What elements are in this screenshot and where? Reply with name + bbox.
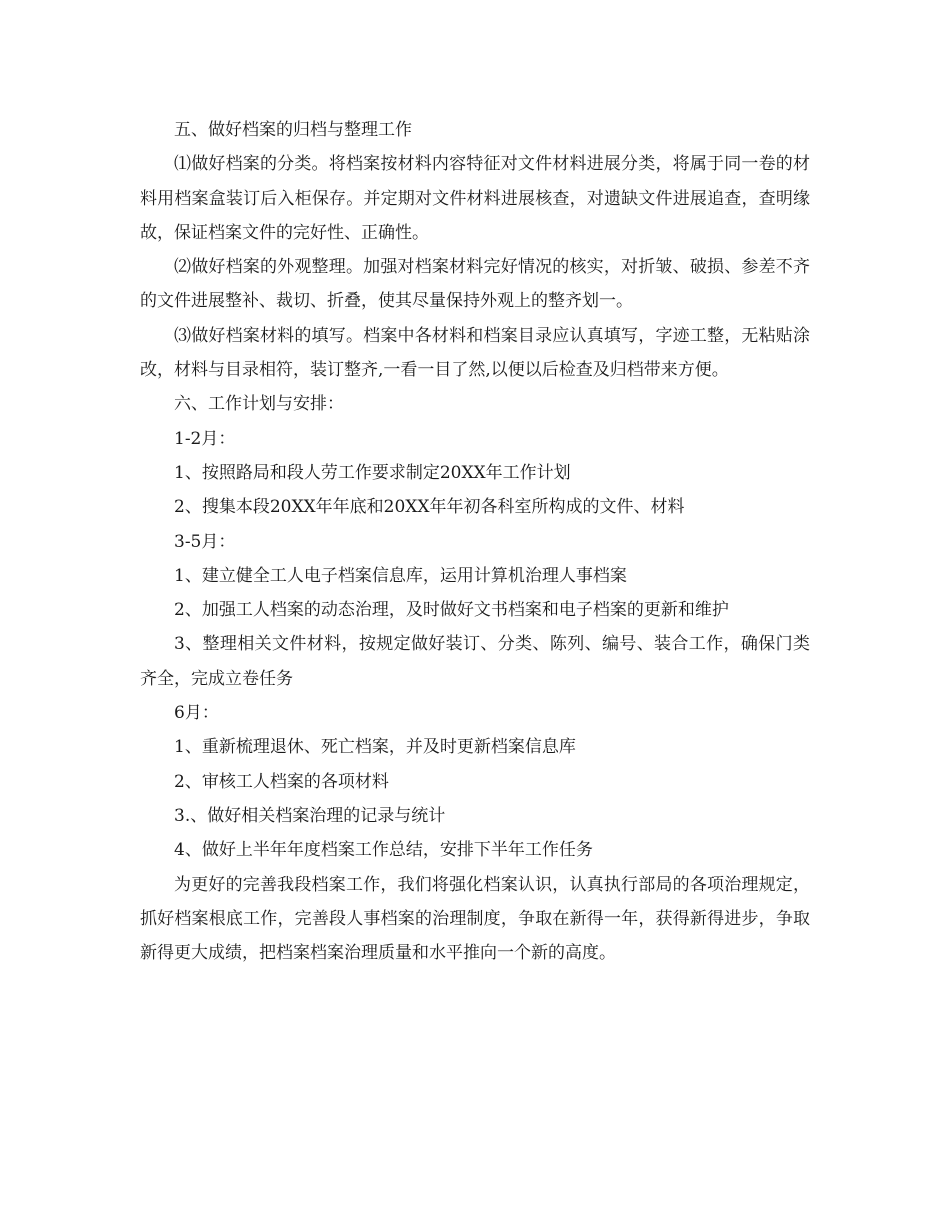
list-item: 1、重新梳理退休、死亡档案，并及时更新档案信息库 <box>174 737 576 758</box>
document-body <box>140 113 810 970</box>
list-item: 3.、做好相关档案治理的记录与统计 <box>174 805 446 826</box>
list-item: 3、整理相关文件材料，按规定做好装订、分类、陈列、编号、装合工作，确保门类齐全，完成立卷任务 <box>140 634 810 689</box>
period-heading-jun: 6月： <box>174 703 219 724</box>
list-item: 2、加强工人档案的动态治理，及时做好文书档案和电子档案的更新和维护 <box>174 600 729 621</box>
section-heading-plan: 六、工作计划与安排： <box>174 394 344 415</box>
paragraph-filling: ⑶做好档案材料的填写。档案中各材料和档案目录应认真填写，字迹工整，无粘贴涂改，材料与目录相符，装订整齐,一看一目了然,以便以后检查及归档带来方便。 <box>140 325 810 381</box>
list-item: 4、做好上半年年度档案工作总结，安排下半年工作任务 <box>174 840 593 861</box>
list-item: 2、审核工人档案的各项材料 <box>174 771 389 792</box>
list-item: 1、建立健全工人电子档案信息库，运用计算机治理人事档案 <box>174 565 627 586</box>
list-item: 1、按照路局和段人劳工作要求制定20XX年工作计划 <box>174 462 571 483</box>
section-heading-archiving: 五、做好档案的归档与整理工作 <box>174 120 412 140</box>
paragraph-classification: ⑴做好档案的分类。将档案按材料内容特征对文件材料进展分类，将属于同一卷的材料用档案盒装订后入柜保存。并定期对文件材料进展核查，对遗缺文件进展追查，查明缘故，保证档案文件的完好性、正确性。 <box>140 154 810 243</box>
paragraph-conclusion: 为更好的完善我段档案工作，我们将强化档案认识，认真执行部局的各项治理规定，抓好档案根底工作，完善段人事档案的治理制度，争取在新得一年，获得新得进步，争取新得更大成绩，把档案档案治理质量和水平推向一个新的高度。 <box>140 874 810 964</box>
period-heading-jan-feb: 1-2月： <box>174 428 236 449</box>
list-item: 2、搜集本段20XX年年底和20XX年年初各科室所构成的文件、材料 <box>174 497 685 518</box>
paragraph-appearance: ⑵做好档案的外观整理。加强对档案材料完好情况的核实，对折皱、破损、参差不齐的文件进展整补、裁切、折叠，使其尽量保持外观上的整齐划一。 <box>140 257 810 312</box>
period-heading-mar-may: 3-5月： <box>174 531 236 552</box>
